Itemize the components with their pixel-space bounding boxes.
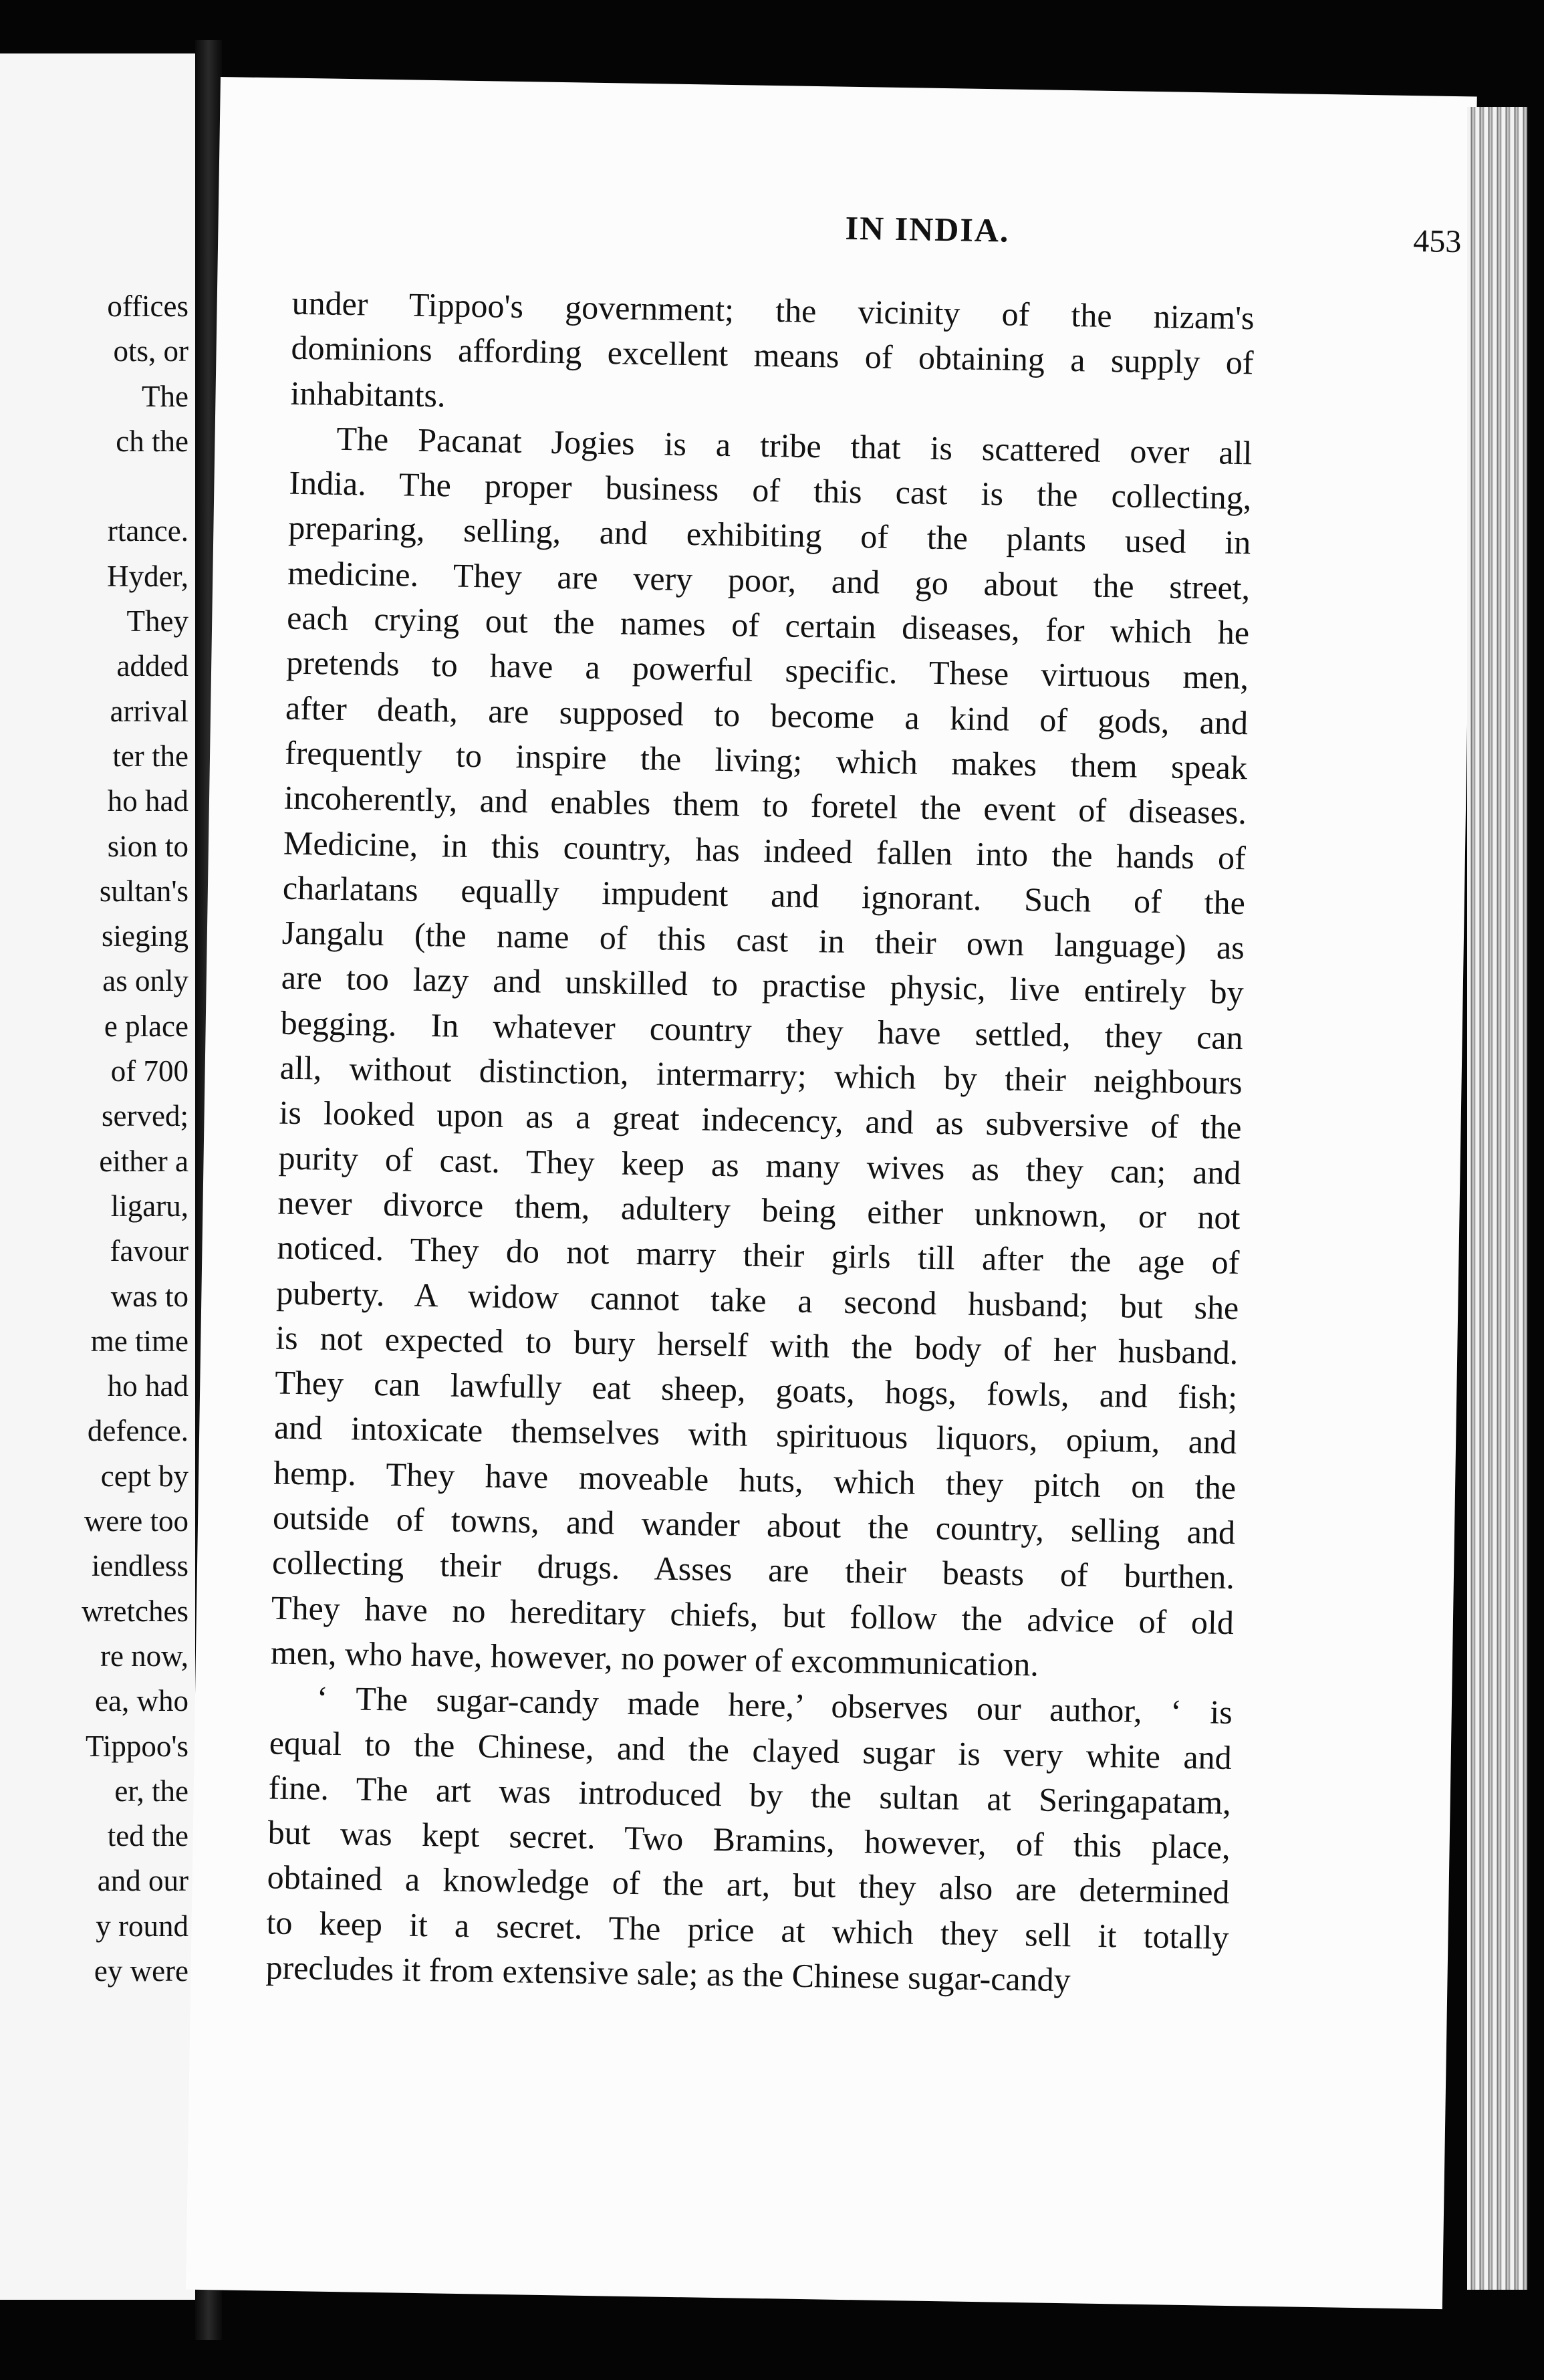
text-line: incoherently, and enables them to foretel the event of diseases. [283,778,1247,832]
left-page-line: Hyder, [107,559,188,593]
text-line: dominions affording excellent means of obtaining a supply of [291,329,1254,382]
left-page-line: sieging [102,919,188,953]
left-page-line: ots, or [113,334,188,368]
left-page-line: ter the [112,739,188,773]
text-line: puberty. A widow cannot take a second husband; but she [276,1274,1239,1326]
text-line: preparing, selling, and exhibiting of the plants used in [287,509,1251,562]
left-page-line: The [142,379,188,413]
left-page-line: defence. [87,1414,188,1448]
left-page-line: y round [96,1909,188,1943]
left-page-line: re now, [100,1639,188,1673]
left-page-line: either a [99,1144,188,1178]
text-line: charlatans equally impudent and ignorant. Such of the [282,868,1246,922]
text-line: frequently to inspire the living; which makes them speak [284,733,1248,787]
running-header: IN INDIA. [845,209,1010,249]
left-page-line: ho had [107,784,188,818]
text-line: precludes it from extensive sale; as the Chinese sugar-candy [265,1948,1071,1999]
text-line: obtained a knowledge of the art, but they also are determined [267,1858,1230,1911]
text-line: never divorce them, adultery being either unknown, or not [277,1183,1241,1237]
left-page-line: They [126,604,188,638]
paragraph [290,281,1255,431]
left-page-line: ey were [94,1953,188,1988]
text-line: collecting their drugs. Asses are their beasts of burthen. [271,1543,1235,1596]
left-page-line: ligaru, [110,1189,188,1223]
text-line: after death, are supposed to become a kind of gods, and [285,689,1249,741]
text-line: outside of towns, and wander about the country, selling and [272,1498,1236,1552]
text-line: They have no hereditary chiefs, but follow the advice of old [271,1588,1235,1641]
text-line: purity of cast. They keep as many wives as they can; and [278,1139,1241,1191]
text-line: hemp. They have moveable huts, which they pitch on the [273,1453,1237,1506]
left-page-line: and our [97,1864,188,1898]
text-line: begging. In whatever country they have settled, they can [280,1003,1244,1056]
text-line: all, without distinction, intermarry; which by their neighbours [279,1048,1243,1102]
text-line: The Pacanat Jogies is a tribe that is scattered over all [336,419,1253,472]
text-line: fine. The art was introduced by the sultan at Seringapatam, [268,1768,1232,1821]
left-page-line: ted the [107,1819,188,1853]
left-page-line: sion to [107,829,188,863]
left-page-line: as only [102,964,188,998]
left-page-line: served; [102,1099,188,1133]
text-line: under Tippoo's government; the vicinity of the nizam's [291,283,1255,337]
left-page-text [0,284,188,1994]
left-page-line: offices [107,289,188,323]
left-page-line: cept by [100,1459,188,1493]
paragraph [265,1675,1233,2006]
text-line: is looked upon as a great indecency, and as subversive of the [279,1093,1242,1147]
text-line: to keep it a secret. The price at which they sell it totally [266,1903,1229,1956]
text-line: men, who have, however, no power of excommunication. [270,1633,1039,1683]
text-line: and intoxicate themselves with spirituous liquors, opium, and [273,1408,1237,1461]
left-page-line: me time [90,1324,188,1358]
text-line: but was kept secret. Two Bramins, however, of this place, [267,1813,1231,1867]
left-page-line: favour [110,1234,188,1268]
text-line: equal to the Chinese, and the clayed sugar is very white and [269,1723,1233,1776]
left-page-line [0,464,188,509]
left-page-line: iendless [92,1549,188,1583]
page-number: 453 [1412,223,1462,260]
left-page-line: er, the [114,1774,188,1808]
left-page-line: of 700 [110,1054,188,1088]
text-line: noticed. They do not marry their girls till after the age of [277,1228,1240,1282]
left-page-line: rtance. [107,514,188,548]
text-line: Medicine, in this country, has indeed fallen into the hands of [283,824,1247,876]
text-line: is not expected to bury herself with the body of her husband. [275,1318,1239,1371]
left-page-line: ea, who [95,1684,188,1718]
text-line: medicine. They are very poor, and go about the street, [287,554,1251,607]
left-page-line: ch the [116,424,188,458]
paragraph [270,416,1252,1691]
left-page-line: added [116,649,188,683]
left-page-line: Tippoo's [85,1729,188,1763]
text-line: India. The proper business of this cast is the collecting, [289,463,1252,517]
left-page-line: e place [104,1009,188,1043]
left-page-line: sultan's [99,874,188,908]
text-line: pretends to have a powerful specific. These virtuous men, [285,644,1249,697]
text-line: each crying out the names of certain diseases, for which he [286,598,1250,652]
left-page-line: were too [84,1504,188,1538]
page-edge [1467,107,1527,2290]
text-line: ‘ The sugar-candy made here,’ observes our author, ‘ is [316,1679,1233,1732]
text-line: Jangalu (the name of this cast in their own language) as [281,913,1245,967]
left-page-line: wretches [82,1594,188,1628]
body-text [265,281,1255,2006]
left-page-line: ho had [107,1369,188,1403]
text-line: are too lazy and unskilled to practise physic, live entirely by [281,959,1245,1012]
text-line: They can lawfully eat sheep, goats, hogs, fowls, and fish; [274,1363,1238,1417]
right-page [186,77,1477,2309]
text-line: inhabitants. [290,374,446,414]
left-page-line: was to [110,1279,188,1313]
left-page [0,53,195,2300]
left-page-line: arrival [110,694,188,728]
